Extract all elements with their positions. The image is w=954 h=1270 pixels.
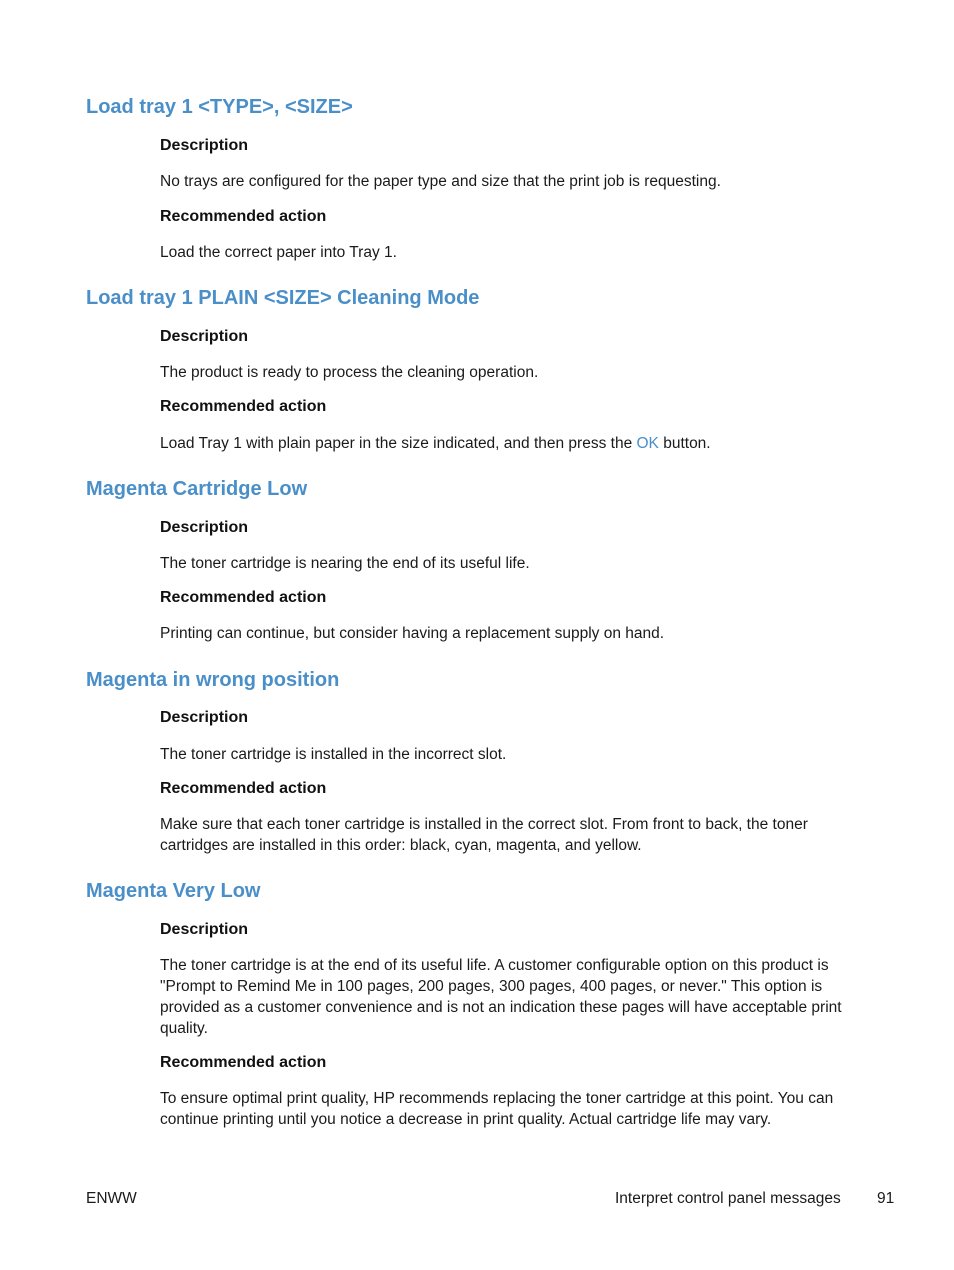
description-text: The product is ready to process the cleaning operation.: [160, 364, 539, 381]
action-text-after: button.: [658, 435, 711, 452]
ok-button-reference: OK: [636, 435, 659, 452]
page-number: 91: [877, 1190, 895, 1207]
recommended-action-label: Recommended action: [160, 208, 327, 225]
description-text: The toner cartridge is nearing the end of its useful life.: [160, 555, 530, 572]
section-title-magenta-very-low: Magenta Very Low: [86, 880, 261, 902]
description-text: No trays are configured for the paper type and size that the print job is requesting.: [160, 173, 721, 190]
recommended-action-text: Load the correct paper into Tray 1.: [160, 244, 397, 261]
description-text: The toner cartridge is at the end of its useful life. A customer configurable option on this product is "Prompt to Remind Me in 100 pages, 200 pages, 300 pages, 400 pages, or never." This option is provided as a customer convenience and is not an indication these pages will have acceptable print quality.: [160, 957, 842, 1037]
recommended-action-label: Recommended action: [160, 589, 327, 606]
description-label: Description: [160, 921, 249, 938]
section-title-magenta-cartridge-low: Magenta Cartridge Low: [86, 478, 308, 500]
footer-left-label: ENWW: [86, 1190, 137, 1207]
section-title-magenta-wrong-position: Magenta in wrong position: [86, 669, 340, 691]
description-label: Description: [160, 328, 249, 345]
description-label: Description: [160, 519, 249, 536]
recommended-action-text: To ensure optimal print quality, HP recommends replacing the toner cartridge at this point. You can continue printing until you notice a decrease in print quality. Actual cartridge life may vary.: [160, 1090, 834, 1128]
recommended-action-text: [160, 433, 860, 454]
recommended-action-text: Make sure that each toner cartridge is installed in the correct slot. From front to back, the toner cartridges are installed in this order: black, cyan, magenta, and yellow.: [160, 816, 808, 854]
section-title-load-tray-type-size: Load tray 1 <TYPE>, <SIZE>: [86, 96, 353, 118]
description-label: Description: [160, 137, 249, 154]
recommended-action-label: Recommended action: [160, 1054, 327, 1071]
recommended-action-label: Recommended action: [160, 398, 327, 415]
description-text: The toner cartridge is installed in the incorrect slot.: [160, 746, 507, 763]
recommended-action-text: Printing can continue, but consider having a replacement supply on hand.: [160, 625, 665, 642]
description-label: Description: [160, 709, 249, 726]
action-text-before: Load Tray 1 with plain paper in the size indicated, and then press the: [160, 435, 637, 452]
footer-section-title: Interpret control panel messages: [615, 1190, 841, 1207]
recommended-action-label: Recommended action: [160, 780, 327, 797]
section-title-load-tray-cleaning-mode: Load tray 1 PLAIN <SIZE> Cleaning Mode: [86, 287, 480, 309]
